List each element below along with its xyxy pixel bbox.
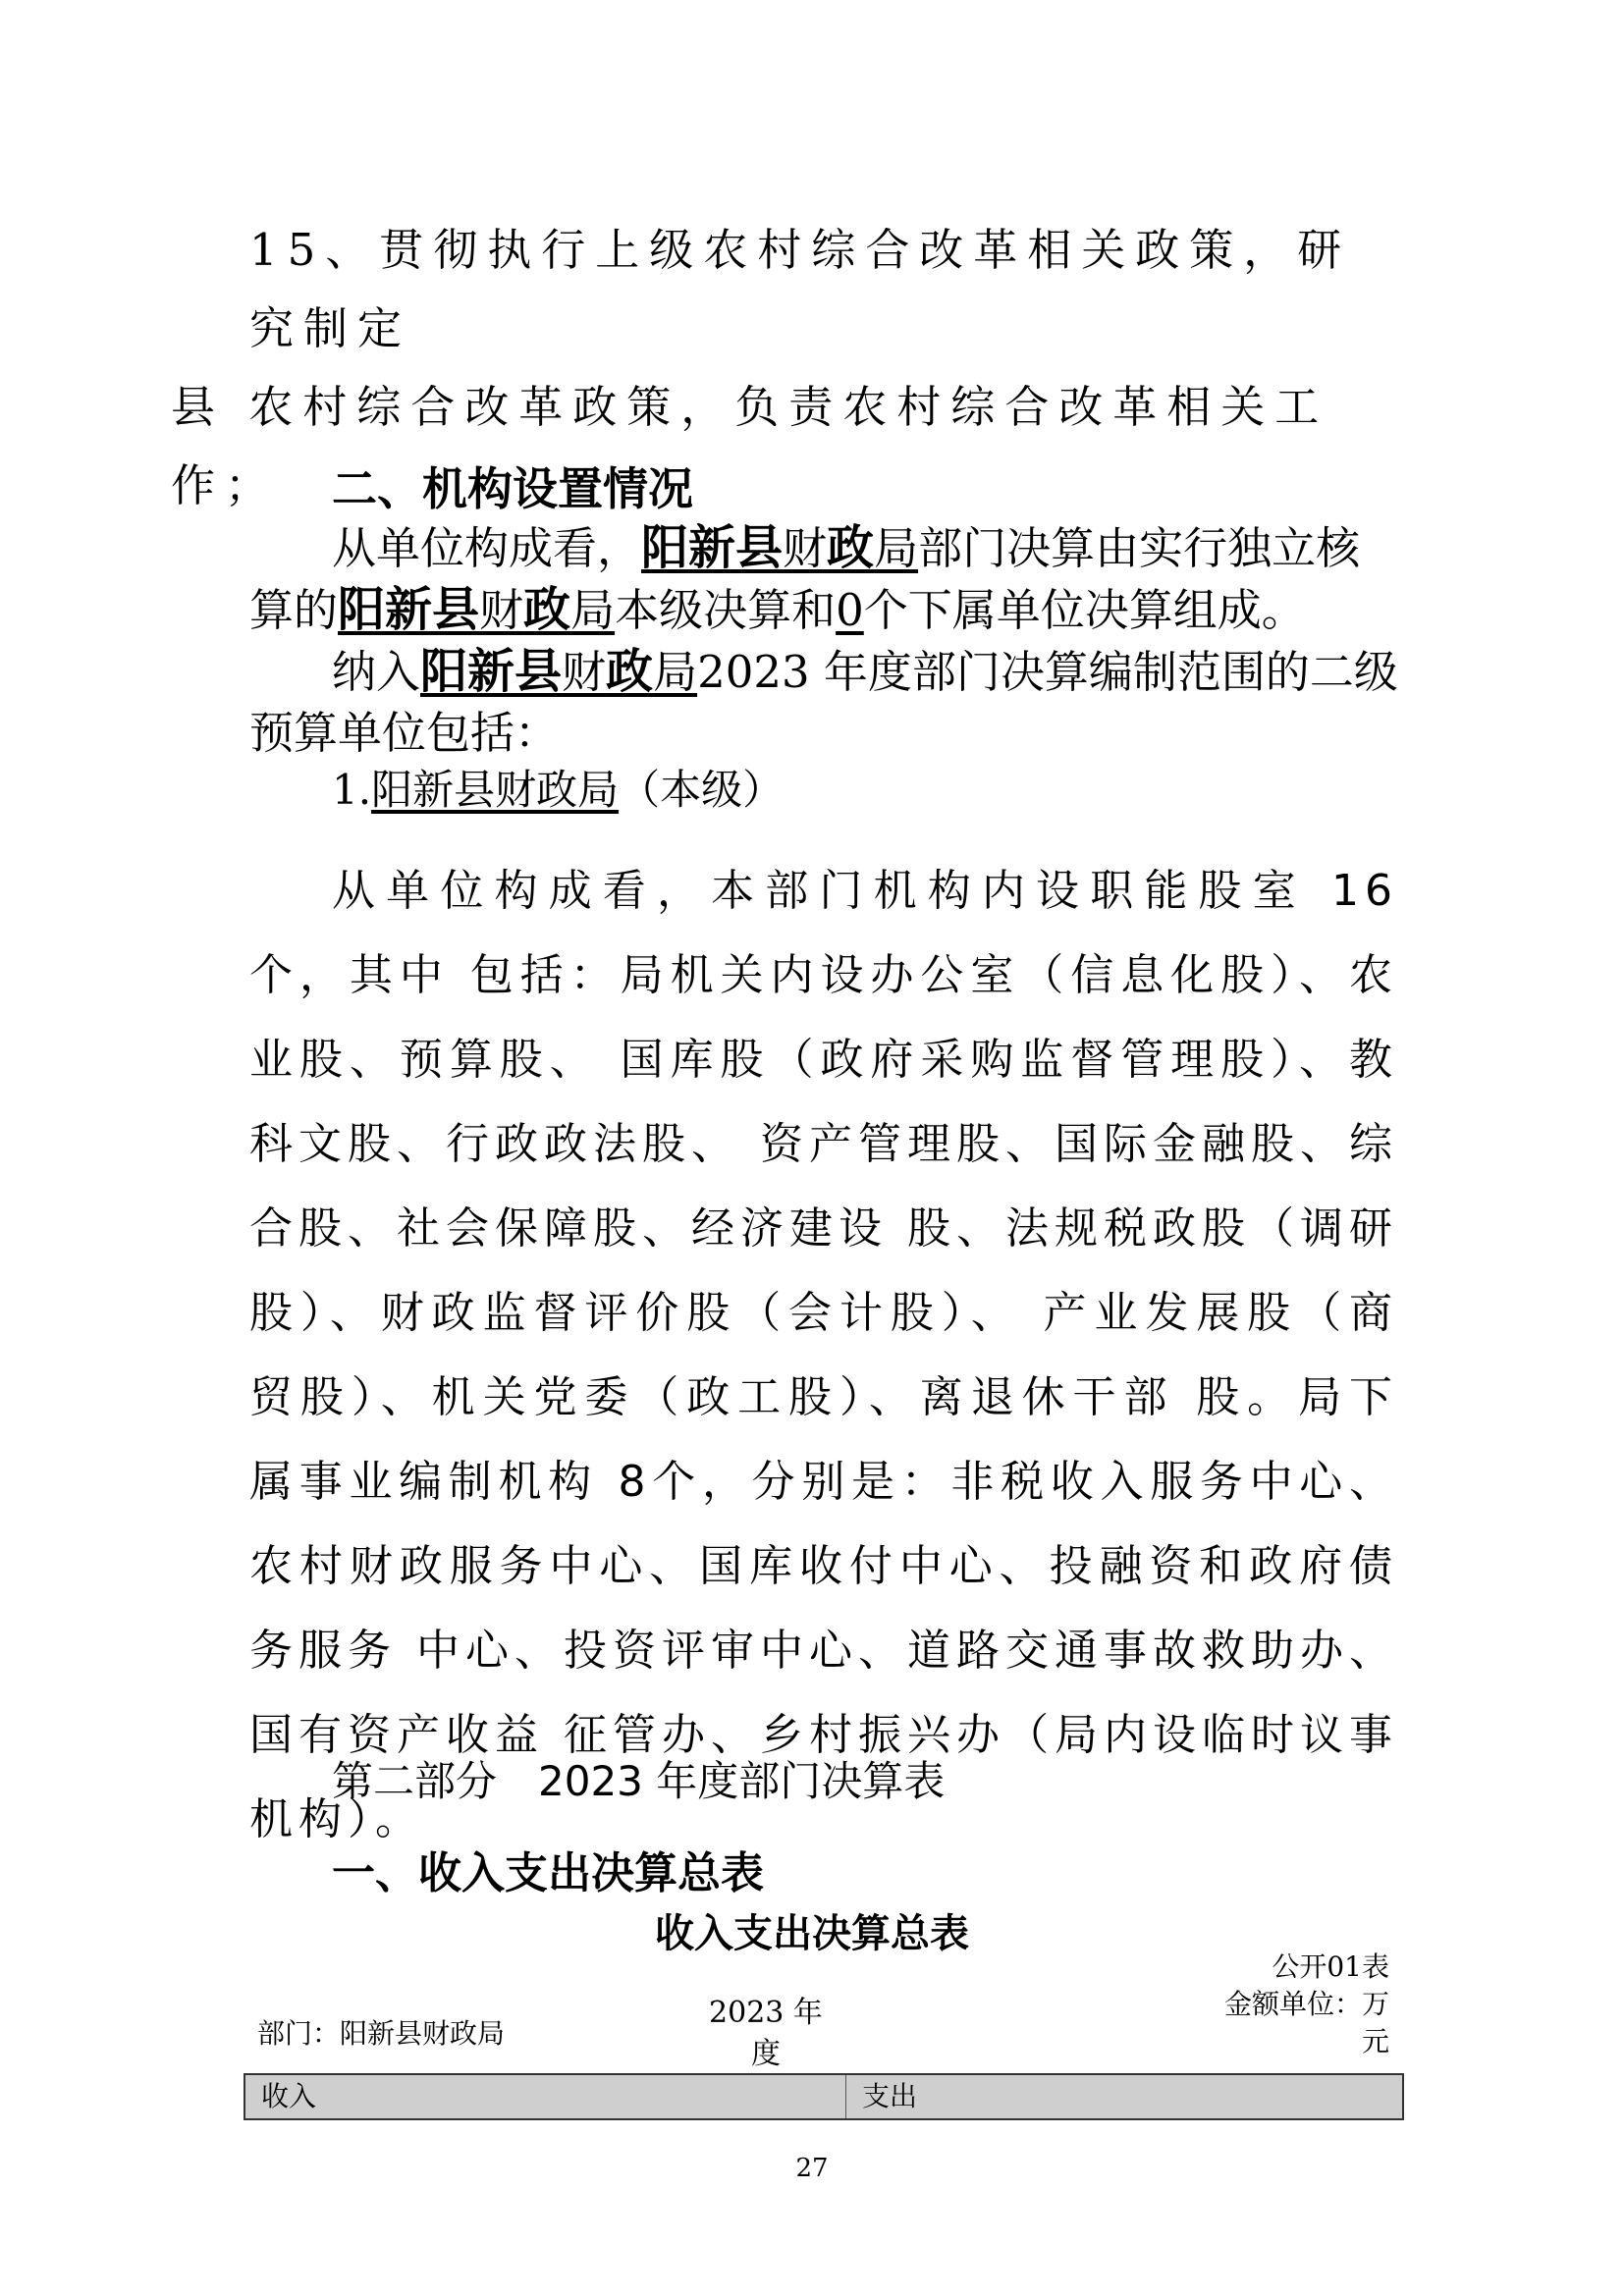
section-heading-organization: 二、机构设置情况 bbox=[332, 462, 693, 515]
income-expense-heading: 一、收入支出决算总表 bbox=[332, 1848, 764, 1898]
intro-line-2: 算的阳新县财政局本级决算和0个下属单位决算组成。 bbox=[249, 582, 1306, 637]
table-amount-unit: 金额单位：万元 bbox=[1223, 1988, 1389, 2057]
table-year: 2023 年度 bbox=[709, 1996, 823, 2071]
internal-structure-paragraph bbox=[249, 849, 1398, 1862]
table-title: 收入支出决算总表 bbox=[655, 1911, 969, 1956]
table-form-number: 公开01表 bbox=[1272, 1950, 1389, 1983]
intro-line-1: 从单位构成看，阳新县财政局部门决算由实行独立核 bbox=[332, 520, 1361, 575]
dept-name-underlined: 阳新县财政局 bbox=[420, 644, 698, 699]
internal-structure-text: 从单位构成看，本部门机构内设职能股室 16 个，其中 包括：局机关内设办公室（信息化股）、农业股、预算股、 国库股（政府采购监督管理股）、教科文股、行政政法股、 资产管理股、国际金融股、综合股、社会保障股、经济建设 股、法规税政股（调研股）、财政监督评价股（会计股）、 产业发展股（商贸股）、机关党委（政工股）、离退休干部 股。局下属事业编制机构 8个，分别是：非税收入服务中心、 农村财政服务中心、国库收付中心、投融资和政府债务服务 中心、投资评审中心、道路交通事故救助办、国有资产收益 征管办、乡村振兴办（局内设临时议事机构）。 bbox=[249, 866, 1398, 1844]
intro-line-4: 预算单位包括： bbox=[249, 707, 560, 759]
organization-intro-paragraph bbox=[249, 517, 1398, 764]
page-number: 27 bbox=[795, 2154, 829, 2183]
part-two-title: 第二部分 2023 年度部门决算表 bbox=[332, 1757, 946, 1805]
table-department: 部门：阳新县财政局 bbox=[257, 2017, 506, 2050]
budget-unit-list-item: 1.阳新县财政局（本级） bbox=[332, 766, 785, 814]
budget-unit-name: 阳新县财政局 bbox=[371, 766, 620, 814]
item-15-line-2: 县 农村综合改革政策，负责农村综合改革相关工作； bbox=[171, 381, 1329, 511]
table-header-row bbox=[244, 2073, 1404, 2120]
dept-name-underlined: 阳新县财政局 bbox=[338, 582, 616, 637]
intro-line-3: 纳入阳新县财政局2023 年度部门决算编制范围的二级 bbox=[332, 644, 1398, 699]
table-header-income: 收入 bbox=[245, 2075, 846, 2118]
table-meta-right bbox=[1208, 1949, 1389, 2060]
table-header-expense: 支出 bbox=[862, 2080, 918, 2112]
item-15-line-1: 15、贯彻执行上级农村综合改革相关政策，研究制定 bbox=[249, 224, 1352, 354]
subunit-count: 0 bbox=[836, 584, 864, 636]
dept-name-underlined: 阳新县财政局 bbox=[641, 520, 919, 575]
